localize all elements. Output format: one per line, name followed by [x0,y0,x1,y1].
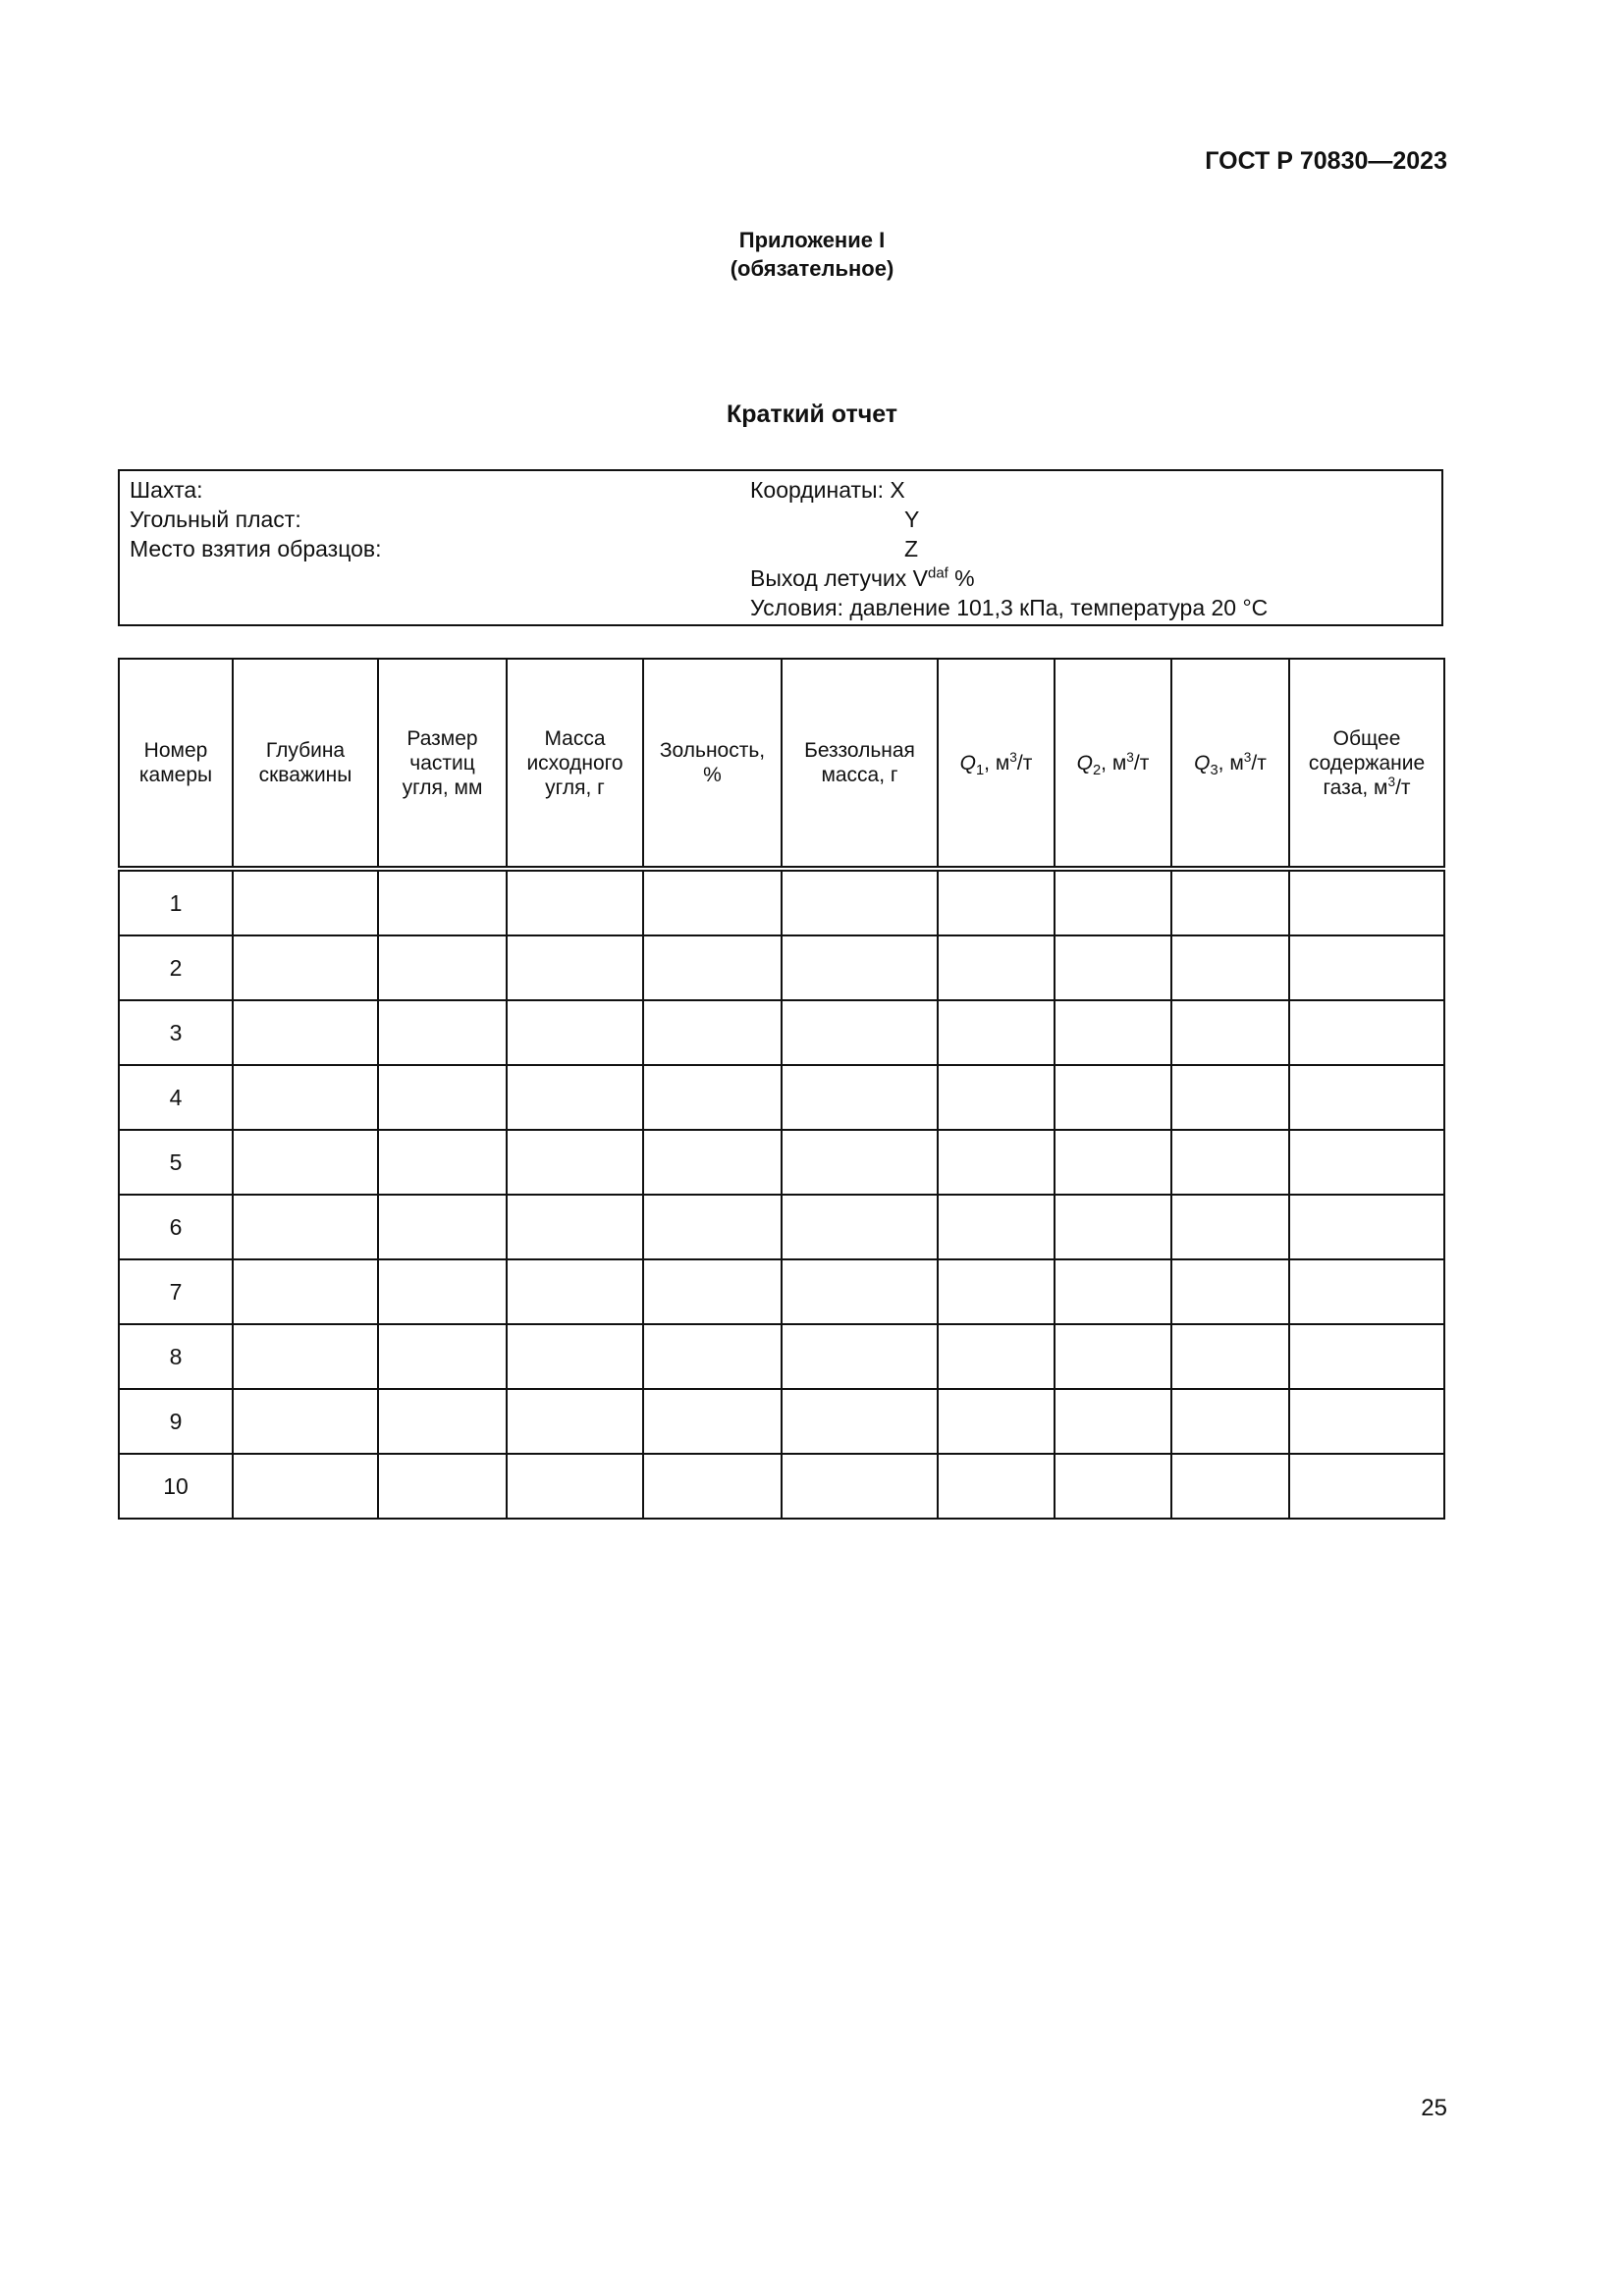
empty-data-cell [782,1130,938,1195]
volatile-superscript: daf [928,564,948,582]
volatile-suffix: % [947,565,975,591]
info-left-column [130,475,382,563]
table-row [119,1454,1444,1519]
chamber-number-cell: 8 [119,1324,233,1389]
coordinate-y-label: Y [904,507,920,532]
empty-data-cell [378,1389,507,1454]
info-right-column [750,475,1268,622]
sampling-place-label: Место взятия образцов: [130,536,382,561]
empty-data-cell [938,1324,1055,1389]
empty-data-cell [643,1195,782,1259]
header-ash-content: Зольность, % [643,659,782,869]
empty-data-cell [1171,1324,1289,1389]
empty-data-cell [233,1389,378,1454]
empty-data-cell [378,1065,507,1130]
table-row [119,1259,1444,1324]
empty-data-cell [378,1454,507,1519]
empty-data-cell [1055,1195,1171,1259]
empty-data-cell [938,1065,1055,1130]
empty-data-cell [938,1130,1055,1195]
empty-data-cell [938,1389,1055,1454]
empty-data-cell [233,1259,378,1324]
chamber-number-cell: 6 [119,1195,233,1259]
header-q2: $Q_2$, $м^3/т$ [1055,659,1171,869]
header-q1: $Q_1$, $м^3/т$ [938,659,1055,869]
table-row [119,1065,1444,1130]
empty-data-cell [643,1000,782,1065]
empty-data-cell [378,869,507,935]
seam-label: Угольный пласт: [130,507,301,532]
empty-data-cell [643,1324,782,1389]
table-row [119,1130,1444,1195]
empty-data-cell [643,869,782,935]
empty-data-cell [233,1195,378,1259]
chamber-number-cell: 5 [119,1130,233,1195]
empty-data-cell [782,935,938,1000]
empty-data-cell [378,1195,507,1259]
empty-data-cell [507,1454,643,1519]
empty-data-cell [233,1000,378,1065]
empty-data-cell [507,1195,643,1259]
empty-data-cell [233,1130,378,1195]
empty-data-cell [1171,1195,1289,1259]
appendix-title: Приложение I [738,228,886,252]
empty-data-cell [938,1259,1055,1324]
table-body [119,869,1444,1519]
volatile-yield-label [750,563,1268,593]
chamber-number-cell: 3 [119,1000,233,1065]
empty-data-cell [643,1130,782,1195]
empty-data-cell [378,1000,507,1065]
coordinates-label: Координаты: X [750,477,905,503]
page-number: 25 [1421,2095,1447,2121]
empty-data-cell [782,1195,938,1259]
empty-data-cell [1289,1000,1444,1065]
empty-data-cell [1171,869,1289,935]
empty-data-cell [1289,1130,1444,1195]
empty-data-cell [1289,935,1444,1000]
table-row [119,1389,1444,1454]
empty-data-cell [1289,869,1444,935]
chamber-number-cell: 2 [119,935,233,1000]
empty-data-cell [782,1000,938,1065]
empty-data-cell [507,1065,643,1130]
report-table [118,658,1445,1520]
empty-data-cell [1055,869,1171,935]
table-row [119,935,1444,1000]
empty-data-cell [233,1065,378,1130]
empty-data-cell [643,935,782,1000]
header-total-gas-content: Общее содержание газа, $м^3/т$ [1289,659,1444,869]
empty-data-cell [1289,1259,1444,1324]
empty-data-cell [1289,1389,1444,1454]
empty-data-cell [938,1000,1055,1065]
empty-data-cell [507,1000,643,1065]
empty-data-cell [507,1259,643,1324]
mine-label: Шахта: [130,477,203,503]
chamber-number-cell: 7 [119,1259,233,1324]
empty-data-cell [1171,1454,1289,1519]
header-ash-free-mass: Беззольная масса, г [782,659,938,869]
header-particle-size: Размер частиц угля, мм [378,659,507,869]
empty-data-cell [643,1065,782,1130]
empty-data-cell [938,869,1055,935]
report-title: Краткий отчет [726,400,898,428]
empty-data-cell [1289,1454,1444,1519]
empty-data-cell [1171,1065,1289,1130]
empty-data-cell [1289,1324,1444,1389]
empty-data-cell [782,1324,938,1389]
appendix-subtitle: (обязательное) [730,256,894,281]
empty-data-cell [938,935,1055,1000]
empty-data-cell [782,1065,938,1130]
header-well-depth: Глубина скважины [233,659,378,869]
header-q3: $Q_3$, $м^3/т$ [1171,659,1289,869]
empty-data-cell [1171,935,1289,1000]
empty-data-cell [938,1454,1055,1519]
table-row [119,1195,1444,1259]
coordinate-z-label: Z [904,536,919,561]
chamber-number-cell: 4 [119,1065,233,1130]
empty-data-cell [1289,1065,1444,1130]
empty-data-cell [1055,1000,1171,1065]
table-row [119,1324,1444,1389]
empty-data-cell [507,935,643,1000]
empty-data-cell [938,1195,1055,1259]
empty-data-cell [378,1324,507,1389]
empty-data-cell [507,1389,643,1454]
empty-data-cell [1055,935,1171,1000]
empty-data-cell [643,1454,782,1519]
empty-data-cell [378,935,507,1000]
document-code: ГОСТ Р 70830—2023 [1205,147,1447,175]
chamber-number-cell: 9 [119,1389,233,1454]
empty-data-cell [507,869,643,935]
empty-data-cell [643,1389,782,1454]
empty-data-cell [507,1130,643,1195]
conditions-label: Условия: давление 101,3 кПа, температура 20 °С [750,595,1269,620]
empty-data-cell [1055,1130,1171,1195]
header-chamber-number: Номер камеры [119,659,233,869]
empty-data-cell [233,1324,378,1389]
empty-data-cell [233,869,378,935]
empty-data-cell [1055,1389,1171,1454]
empty-data-cell [378,1130,507,1195]
empty-data-cell [1289,1195,1444,1259]
table-row [119,1000,1444,1065]
volatile-prefix: Выход летучих V [750,565,929,591]
empty-data-cell [1171,1259,1289,1324]
appendix-heading [0,226,1624,283]
header-initial-coal-mass: Масса исходного угля, г [507,659,643,869]
empty-data-cell [1055,1065,1171,1130]
empty-data-cell [782,869,938,935]
empty-data-cell [233,935,378,1000]
empty-data-cell [782,1259,938,1324]
empty-data-cell [1055,1259,1171,1324]
empty-data-cell [1171,1130,1289,1195]
report-info-box [118,469,1443,626]
table-header-row [119,659,1444,869]
empty-data-cell [1055,1324,1171,1389]
empty-data-cell [233,1454,378,1519]
empty-data-cell [507,1324,643,1389]
empty-data-cell [782,1389,938,1454]
chamber-number-cell: 10 [119,1454,233,1519]
chamber-number-cell: 1 [119,869,233,935]
empty-data-cell [378,1259,507,1324]
table-row [119,869,1444,935]
empty-data-cell [782,1454,938,1519]
empty-data-cell [1171,1000,1289,1065]
empty-data-cell [643,1259,782,1324]
empty-data-cell [1171,1389,1289,1454]
empty-data-cell [1055,1454,1171,1519]
